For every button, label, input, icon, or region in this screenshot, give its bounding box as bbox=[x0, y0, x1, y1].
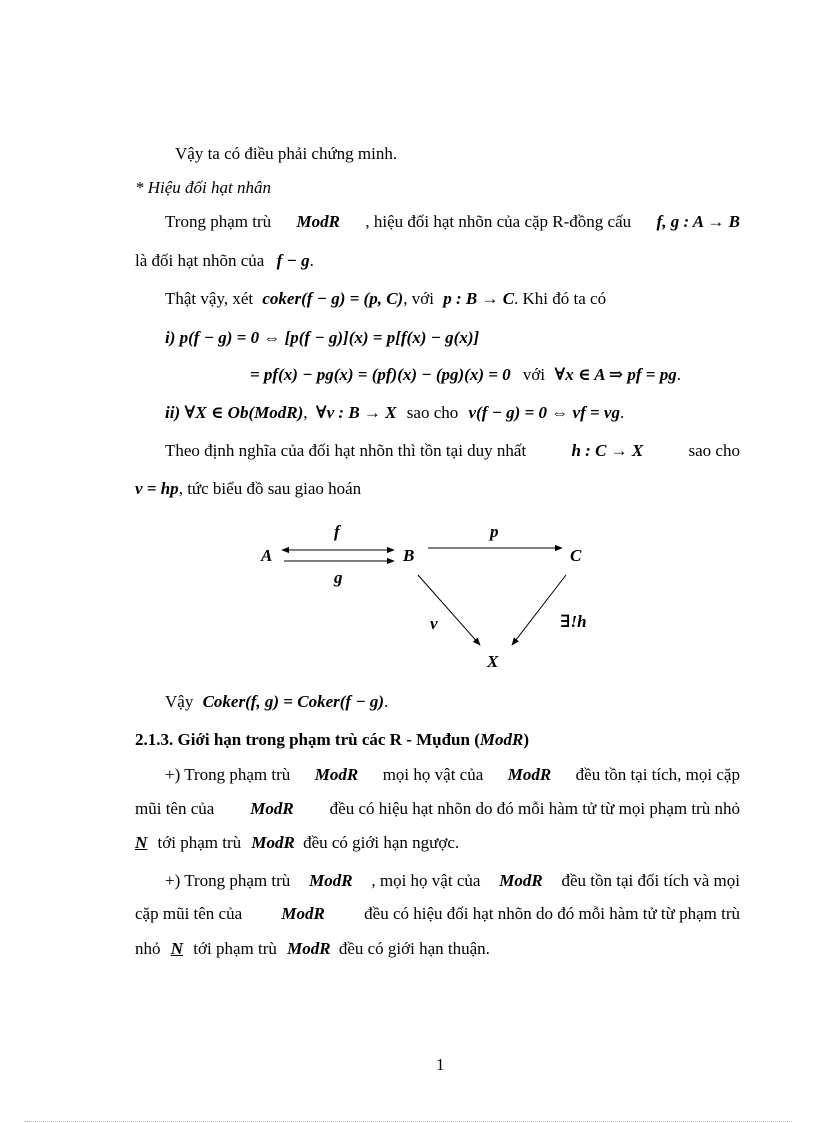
text-line-conclusion bbox=[175, 145, 397, 162]
text: , với bbox=[403, 289, 434, 308]
node-B: B bbox=[403, 546, 415, 565]
label-g: g bbox=[334, 568, 343, 587]
node-A: A bbox=[261, 546, 273, 565]
text: Trong phạm trù bbox=[165, 212, 272, 231]
text: là đối hạt nhõn của bbox=[135, 251, 265, 270]
text: đều có hiệu hạt nhõn do đó mỗi hàm tử từ mọi phạm trù nhỏ bbox=[329, 799, 740, 818]
text: , hiệu đối hạt nhõn của cặp R-đồng cấu bbox=[365, 212, 632, 231]
math-expression: v = hp bbox=[135, 479, 179, 498]
subheading-cokernel-of-difference bbox=[135, 179, 271, 196]
text: nhỏ bbox=[135, 939, 161, 958]
math-expression: f, g : A → B bbox=[656, 212, 740, 231]
text: . bbox=[676, 365, 681, 384]
text-line bbox=[165, 693, 388, 710]
math-modr: ModR bbox=[251, 833, 295, 852]
text: +) Trong phạm trù bbox=[165, 871, 291, 890]
text: tới phạm trù bbox=[157, 833, 242, 852]
math-modr: ModR bbox=[309, 871, 353, 890]
subheading-text: * Hiệu đối hạt nhân bbox=[135, 178, 271, 197]
math-expression: ii) ∀X ∈ Ob(ModR) bbox=[165, 403, 304, 422]
label-p: p bbox=[490, 522, 499, 541]
text-line bbox=[165, 872, 740, 889]
text: Thật vậy, xét bbox=[165, 289, 254, 308]
arrow-h bbox=[512, 575, 566, 645]
text-line bbox=[135, 252, 314, 269]
math-expression: coker(f − g) = (p, C) bbox=[262, 289, 404, 308]
math-modr: ModR bbox=[499, 871, 543, 890]
text: . bbox=[384, 692, 389, 711]
math-category-N: N bbox=[170, 939, 184, 958]
text: . bbox=[619, 403, 625, 422]
text-line bbox=[165, 442, 740, 459]
text-line bbox=[165, 213, 740, 230]
text: với bbox=[522, 365, 546, 384]
math-modr: ModR bbox=[287, 939, 331, 958]
equation-line-continued bbox=[250, 366, 681, 383]
math-category-N: N bbox=[135, 833, 148, 852]
heading-text: ) bbox=[523, 730, 530, 749]
text-line bbox=[165, 290, 606, 307]
text: mọi họ vật của bbox=[382, 765, 484, 784]
text: . Khi đó ta có bbox=[514, 289, 607, 308]
math-expression: f − g bbox=[276, 251, 310, 270]
math-modr: ModR bbox=[281, 904, 325, 923]
page-number: 1 bbox=[436, 1055, 445, 1074]
math-expression: = pf(x) − pg(x) = (pf)(x) − (pg)(x) = 0 bbox=[250, 365, 511, 384]
text: sao cho bbox=[688, 441, 740, 460]
math-expression: v(f − g) = 0 ⇔ vf = vg bbox=[468, 403, 620, 422]
text-line bbox=[135, 940, 490, 957]
text: +) Trong phạm trù bbox=[165, 765, 291, 784]
math-modr: ModR bbox=[479, 730, 524, 749]
math-expression: h : C → X bbox=[571, 441, 644, 460]
text: đều có giới hạn ngược. bbox=[303, 833, 460, 852]
math-modr: ModR bbox=[314, 765, 359, 784]
node-X: X bbox=[487, 652, 499, 671]
commutative-diagram bbox=[0, 515, 816, 685]
text: cặp mũi tên của bbox=[135, 904, 243, 923]
label-h: ∃!h bbox=[560, 612, 587, 631]
text: sao cho bbox=[406, 403, 459, 422]
text: , tức biểu đồ sau giao hoán bbox=[178, 479, 362, 498]
label-f: f bbox=[334, 522, 340, 541]
text: , bbox=[303, 403, 308, 422]
math-modr: ModR bbox=[250, 799, 294, 818]
math-modr: ModR bbox=[507, 765, 552, 784]
text: tới phạm trù bbox=[193, 939, 277, 958]
math-expression: p : B → C bbox=[443, 289, 515, 308]
node-C: C bbox=[570, 546, 582, 565]
text: đều tồn tại tích, mọi cặp bbox=[575, 765, 740, 784]
text-line bbox=[135, 800, 740, 817]
math-modr: ModR bbox=[296, 212, 340, 231]
text: , mọi họ vật của bbox=[371, 871, 481, 890]
equation-line-i bbox=[165, 329, 479, 346]
label-v: v bbox=[430, 614, 438, 633]
text: . bbox=[309, 251, 314, 270]
page-bottom-rule bbox=[24, 1121, 792, 1122]
math-expression: ∀x ∈ A ⇒ pf = pg bbox=[554, 365, 677, 384]
arrow-v bbox=[418, 575, 480, 645]
math-expression: Coker(f, g) = Coker(f − g) bbox=[202, 692, 385, 711]
text-line bbox=[135, 905, 740, 922]
conclusion-text: Vậy ta có điều phải chứng minh. bbox=[175, 144, 398, 163]
section-heading-2-1-3 bbox=[135, 731, 529, 748]
math-expression: i) p(f − g) = 0 ⇔ [p(f − g)](x) = p[f(x) − g(x)] bbox=[165, 328, 480, 347]
text-line bbox=[135, 480, 361, 497]
text-line bbox=[135, 834, 459, 851]
text: đều có hiệu đối hạt nhõn do đó mỗi hàm tử từ phạm trù bbox=[364, 904, 740, 923]
heading-text: 2.1.3. Giới hạn trong phạm trù các R - Mụđun ( bbox=[135, 730, 480, 749]
equation-line-ii bbox=[165, 404, 624, 421]
text: mũi tên của bbox=[135, 799, 215, 818]
math-expression: ∀v : B → X bbox=[315, 403, 397, 422]
text: đều tồn tại đối tích và mọi bbox=[561, 871, 740, 890]
text: đều có giới hạn thuận. bbox=[338, 939, 490, 958]
text: Vậy bbox=[165, 692, 194, 711]
text: Theo định nghĩa của đối hạt nhõn thì tồn tại duy nhất bbox=[165, 441, 527, 460]
text-line bbox=[165, 766, 740, 783]
